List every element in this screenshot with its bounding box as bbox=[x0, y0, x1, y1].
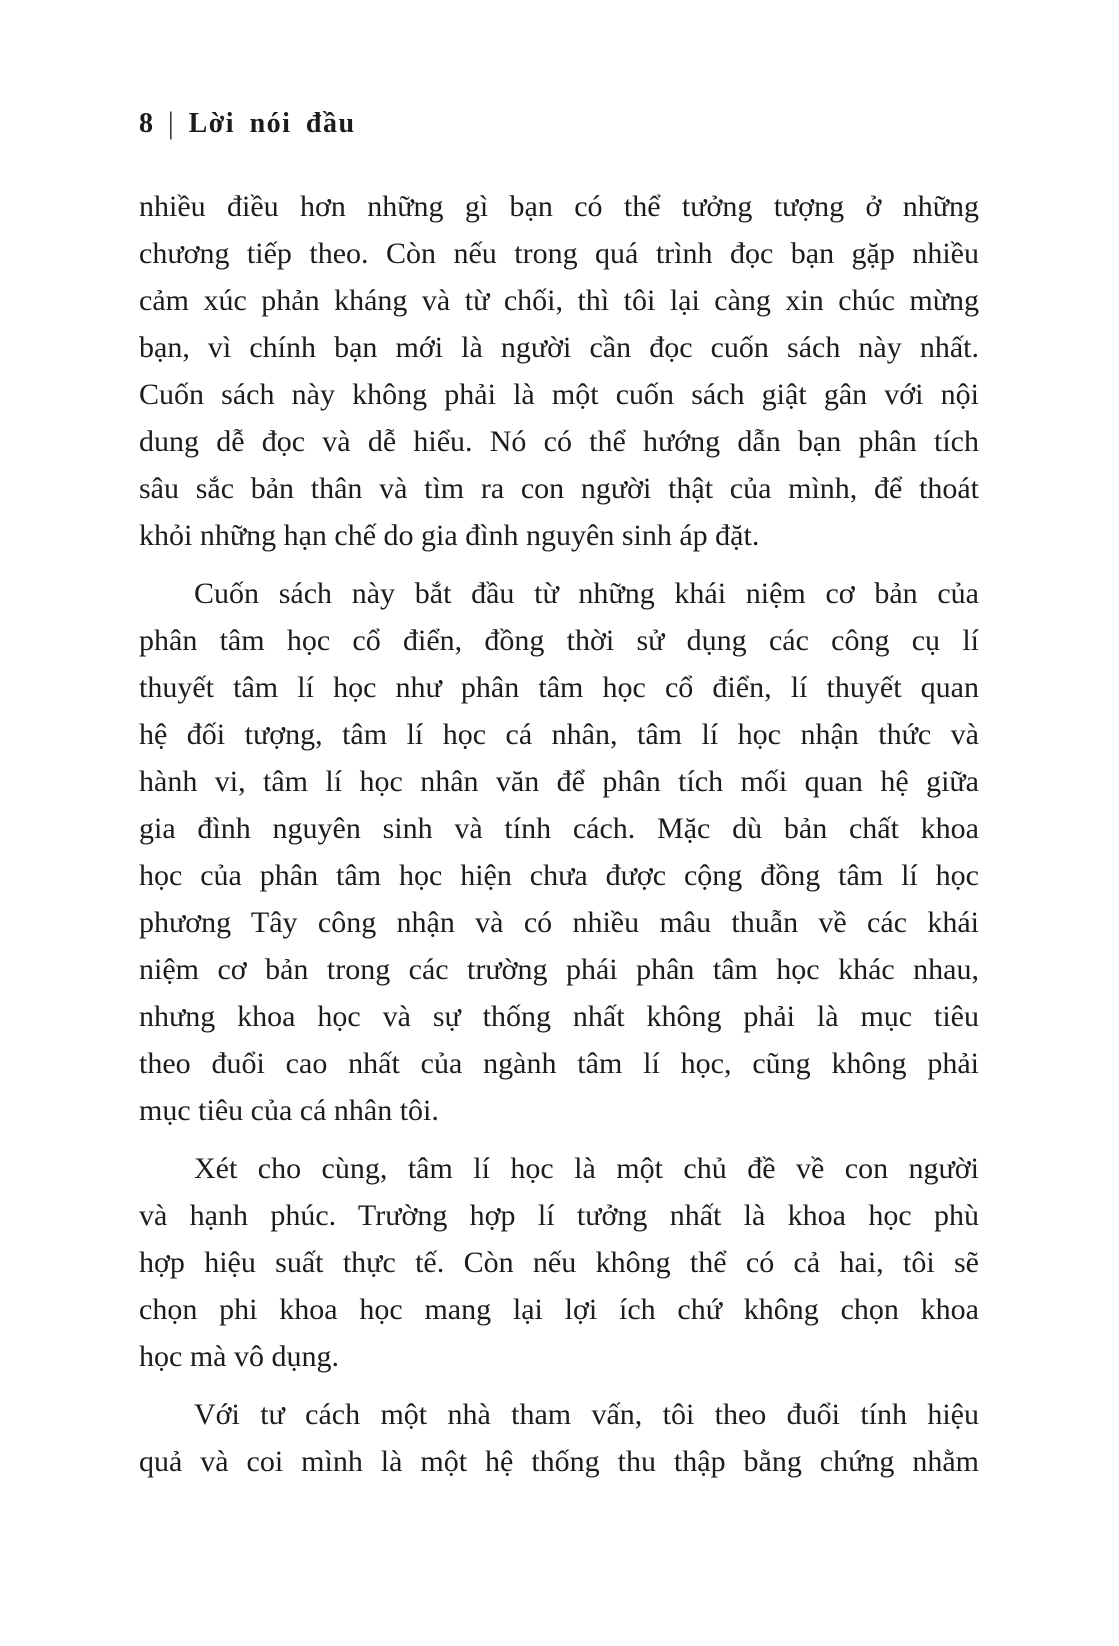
text-line: khỏi những hạn chế do gia đình nguyên sinh áp đặt. bbox=[139, 519, 760, 552]
text-line: mục tiêu của cá nhân tôi. bbox=[139, 1094, 439, 1127]
text-line: Cuốn sách này bắt đầu từ những khái niệm cơ bản của bbox=[194, 577, 979, 610]
text-line: theo đuổi cao nhất của ngành tâm lí học, cũng không phải bbox=[139, 1047, 979, 1080]
paragraph bbox=[139, 1145, 979, 1380]
text-line: học mà vô dụng. bbox=[139, 1340, 339, 1373]
paragraph bbox=[139, 183, 979, 559]
text-line: nhưng khoa học và sự thống nhất không phải là mục tiêu bbox=[139, 1000, 979, 1033]
text-line: niệm cơ bản trong các trường phái phân tâm học khác nhau, bbox=[139, 953, 979, 986]
text-line: thuyết tâm lí học như phân tâm học cổ điển, lí thuyết quan bbox=[139, 671, 979, 704]
text-line: dung dễ đọc và dễ hiểu. Nó có thể hướng dẫn bạn phân tích bbox=[139, 425, 979, 458]
section-title: Lời nói đầu bbox=[188, 108, 356, 139]
text-line: Xét cho cùng, tâm lí học là một chủ đề về con người bbox=[194, 1152, 979, 1185]
page-body bbox=[139, 183, 979, 1485]
text-line: nhiều điều hơn những gì bạn có thể tưởng tượng ở những bbox=[139, 190, 979, 223]
page-number: 8 bbox=[139, 108, 154, 139]
text-line: hệ đối tượng, tâm lí học cá nhân, tâm lí học nhận thức và bbox=[139, 718, 979, 751]
paragraph bbox=[139, 1391, 979, 1485]
page-header bbox=[139, 108, 356, 140]
text-line: Cuốn sách này không phải là một cuốn sách giật gân với nội bbox=[139, 378, 979, 411]
text-line: bạn, vì chính bạn mới là người cần đọc cuốn sách này nhất. bbox=[139, 331, 979, 364]
text-line: cảm xúc phản kháng và từ chối, thì tôi lại càng xin chúc mừng bbox=[139, 284, 979, 317]
text-line: chọn phi khoa học mang lại lợi ích chứ không chọn khoa bbox=[139, 1293, 979, 1326]
text-line: và hạnh phúc. Trường hợp lí tưởng nhất là khoa học phù bbox=[139, 1199, 979, 1232]
text-line: học của phân tâm học hiện chưa được cộng đồng tâm lí học bbox=[139, 859, 979, 892]
text-line: hành vi, tâm lí học nhân văn để phân tích mối quan hệ giữa bbox=[139, 765, 979, 798]
text-line: chương tiếp theo. Còn nếu trong quá trình đọc bạn gặp nhiều bbox=[139, 237, 979, 270]
text-line: sâu sắc bản thân và tìm ra con người thật của mình, để thoát bbox=[139, 472, 979, 505]
text-line: hợp hiệu suất thực tế. Còn nếu không thể có cả hai, tôi sẽ bbox=[139, 1246, 979, 1279]
header-separator: | bbox=[168, 106, 175, 141]
paragraph bbox=[139, 570, 979, 1134]
text-line: phương Tây công nhận và có nhiều mâu thuẫn về các khái bbox=[139, 906, 979, 939]
text-line: Với tư cách một nhà tham vấn, tôi theo đuổi tính hiệu bbox=[194, 1398, 979, 1431]
text-line: phân tâm học cổ điển, đồng thời sử dụng các công cụ lí bbox=[139, 624, 979, 657]
text-line: gia đình nguyên sinh và tính cách. Mặc dù bản chất khoa bbox=[139, 812, 979, 845]
text-line: quả và coi mình là một hệ thống thu thập bằng chứng nhằm bbox=[139, 1445, 979, 1478]
